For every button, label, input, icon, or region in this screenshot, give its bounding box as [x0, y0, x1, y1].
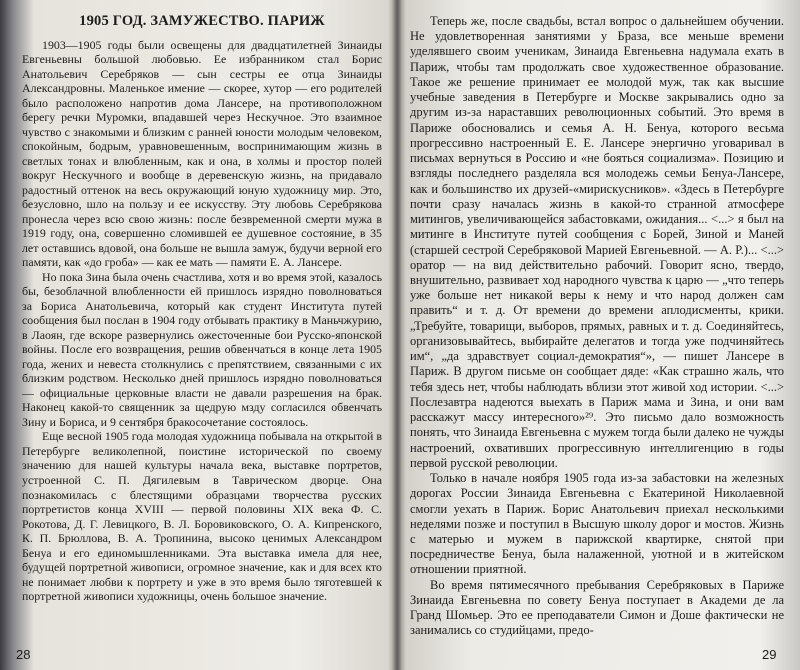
book-gutter: [392, 0, 402, 670]
left-paragraph-1: 1903—1905 годы были освещены для двадцатилетней Зинаиды Евгеньевны большой любовью. Ее избранником стал Борис Анатольевич Серебряков — сын сестры ее отца Зинаиды Александровны. Маленькое имение — скорее, хутор — его родителей было расположено напротив дома Лансере, на противоположном берегу речки Муромки, впадавшей через Нескучное. Это взаимное чувство с знакомыми и близким с ранней юности молодым человеком, спокойным, бодрым, уравновешенным, воспринимающим жизнь в светлых тонах и влюбленным, как и она, в холмы и простор полей вокруг Нескучного и вообще в деревенскую жизнь, на придавало радостный оттенок на весь окружающий юную художницу мир. Это, безусловно, шло на пользу и ее искусству. Эту любовь Серебрякова пронесла через всю свою жизнь: после безвременной смерти мужа в 1919 году, она, совершенно сломившей ее душевное состояние, в 35 лет оставшись вдовой, она больше не вышла замуж, будучи верной его памяти, как «до гроба» — как ее мать — памяти Е. А. Лансере.: [22, 37, 382, 270]
chapter-heading: 1905 ГОД. ЗАМУЖЕСТВО. ПАРИЖ: [79, 13, 325, 29]
right-paragraph-2: Только в начале ноября 1905 года из-за забастовки на железных дорогах России Зинаида Евгеньевна с Екатериной Николаевной смогли уехать в Париж. Борис Анатольевич приехал несколькими неделями позже и поступил в Высшую школу дорог и мостов. Жизнь с матерью и мужем в парижской квартирке, снятой при посредничестве Бенуа, была налаженной, уютной и в житейском отношении приятной.: [410, 471, 784, 577]
right-paragraph-1: Теперь же, после свадьбы, встал вопрос о дальнейшем обучении. Не удовлетворенная занятиями у Браза, все меньше времени уделявшего своим ученикам, Зинаида Евгеньевна надумала ехать в Париж, чтобы там продолжать свое художественное образование. Такое же решение принимает ее молодой муж, так как высшие учебные заведения в Петербурге и Москве закрывались одно за другим из-за нараставших революционных событий. Это время в Париже обосновались и семья А. Н. Бенуа, которого весьма прогрессивно настроенный Е. Е. Лансере энергично уговаривал в письмах вернуться в Россию и «не бояться социализма». Позицию и взгляды последнего разделяла вся молодежь семьи Бенуа-Лансере, как и большинство их друзей-«мирискусников». «Здесь в Петербурге почти сразу началась жизнь в какой-то странной атмосфере митингов, увеличивающейся забастовками, ожидания... <...> я был на митинге в Институте путей сообщения с Борей, Зиной и Маней (старшей сестрой Серебряковой Марией Евгеньевной. — А. Р.)... <...> оратор — на вид действительно рабочий. Говорит ясно, твердо, внушительно, развивает ход народного чувства к царю — „что теперь уже больше нет никакой веры к нему и что народ должен сам править“ и т. д. От времени до времени аплодисменты, крики. „Требуйте, товарищи, выборов, прямых, равных и т. д. Соединяйтесь, организовывайтесь, выбирайте делегатов и тогда уже подчиняйтесь им“, „да здравствует социал-демократия“», — пишет Лансере в Париж. В другом письме он сообщает дяде: «Как страшно жаль, что тебя здесь нет, чтобы наблюдать вблизи этот живой ход истории. <...> Послезавтра надеются выехать в Париж мама и Зина, и они вам расскажут массу интересного»²⁹. Это письмо дало возможность понять, что Зинаида Евгеньевна с мужем тогда были далеко не чужды настроений, охвативших прогрессивную интеллигенцию в годы первой русской революции.: [410, 14, 784, 470]
left-page-number: 28: [16, 647, 31, 662]
right-page-number: 29: [762, 647, 777, 662]
left-paragraph-3: Еще весной 1905 года молодая художница побывала на открытой в Петербурге великолепной, поистине исторической по своему значению для нашей культуры начала века, выставке портретов, устроенной С. П. Дягилевым в Таврическом дворце. Она познакомилась с блестящими образцами творчества русских портретистов конца XVIII — первой половины XIX века Ф. С. Рокотова, Д. Г. Левицкого, В. Л. Боровиковского, О. А. Кипренского, К. П. Брюллова, В. А. Тропинина, высоко ценимых Александром Бенуа и его единомышленниками. Эта выставка имела для нее, будущей портретной живописи, огромное значение, как и для всех кто не понимает любви к портрету и уже в это время было тяготевшей к портретной живописи художницы, очень большое значение.: [22, 429, 382, 604]
right-paragraph-3: Во время пятимесячного пребывания Серебряковых в Париже Зинаида Евгеньевна по совету Бенуа поступает в Академи де ла Гранд Шомьер. Это ее преподаватели Симон и Доше фактически не занимались со студийцами, предо-: [410, 577, 784, 638]
left-page: [22, 14, 382, 604]
left-paragraph-2: Но пока Зина была очень счастлива, хотя и во время этой, казалось бы, безоблачной влюбленности ей пришлось изрядно поволноваться за Бориса Анатольевича, который как студент Института путей сообщения был послан в 1904 году отбывать практику в Маньчжурию, в Лаоян, где вскоре развернулись ожесточенные бои Русско-японской войны. После его возвращения, решив обвенчаться в конце лета 1905 года, жених и невеста столкнулись с препятствием, связанными с их близким родством. Несколько дней пришлось изрядно поволноваться — официальные церковные власти не давали разрешения на брак. Наконец какой-то священник за щедрую мзду согласился обвенчать Зину и Бориса, и 9 сентября бракосочетание состоялось.: [22, 269, 382, 429]
right-page: [410, 14, 784, 639]
